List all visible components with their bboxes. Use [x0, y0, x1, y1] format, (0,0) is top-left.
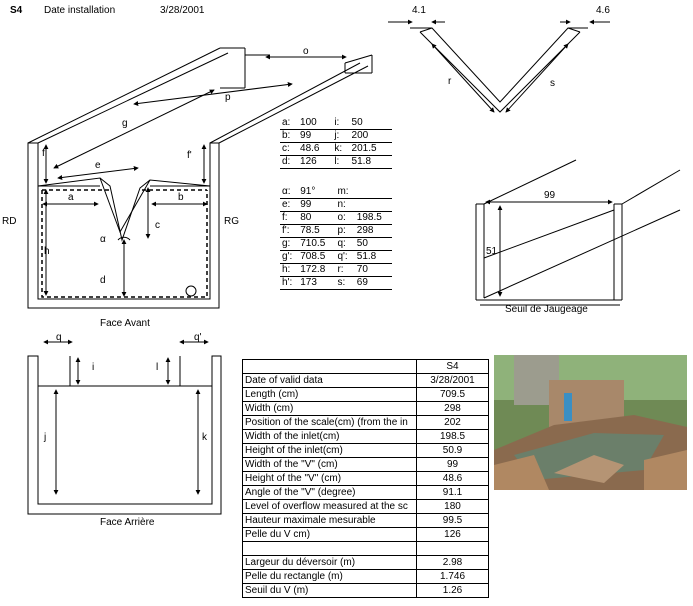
dim-value: 99 [298, 130, 332, 143]
row-label: Seuil du V (m) [243, 584, 417, 598]
dim-label: s: [335, 277, 354, 290]
row-label: Pelle du rectangle (m) [243, 570, 417, 584]
table-row [243, 556, 489, 570]
dim-value: 69 [355, 277, 392, 290]
dim-f2-label: f' [187, 150, 192, 161]
v-right-value: 4.6 [596, 5, 610, 16]
row-value: 50.9 [417, 444, 489, 458]
dimension-row [280, 212, 392, 225]
row-label: Width of the inlet(cm) [243, 430, 417, 444]
dimension-row [280, 130, 392, 143]
table-row [243, 542, 489, 556]
dimension-row [280, 117, 392, 130]
table-row [243, 374, 489, 388]
dim-value: 50 [355, 238, 392, 251]
dim-label: e: [280, 199, 298, 212]
row-value: 2.98 [417, 556, 489, 570]
table-row [243, 584, 489, 598]
dim-e-label: e [95, 160, 101, 171]
dim-label: h': [280, 277, 298, 290]
row-value: 202 [417, 416, 489, 430]
dim-value: 70 [355, 264, 392, 277]
back-view-caption: Face Arrière [100, 517, 155, 528]
site-code: S4 [10, 5, 23, 16]
table-row [243, 570, 489, 584]
dim-value: 200 [350, 130, 392, 143]
dim-value: 173 [298, 277, 335, 290]
dim-value: 48.6 [298, 143, 332, 156]
row-label: Date of valid data [243, 374, 417, 388]
dim-value: 198.5 [355, 212, 392, 225]
table-row [243, 500, 489, 514]
dim-q2-label: q' [194, 332, 202, 343]
table-row [243, 528, 489, 542]
row-value: 91.1 [417, 486, 489, 500]
weir-sill-drawing [476, 160, 680, 305]
row-value: 709.5 [417, 388, 489, 402]
dim-label: a: [280, 117, 298, 130]
installation-date: 3/28/2001 [160, 5, 205, 16]
row-value: 126 [417, 528, 489, 542]
dim-label: f': [280, 225, 298, 238]
dim-label: i: [332, 117, 349, 130]
row-label: Position of the scale(cm) (from the in [243, 416, 417, 430]
dim-label: j: [332, 130, 349, 143]
dim-label: q': [335, 251, 354, 264]
v-left-value: 4.1 [412, 5, 426, 16]
table-row [243, 430, 489, 444]
row-value: 99 [417, 458, 489, 472]
row-value: 48.6 [417, 472, 489, 486]
dimension-row [280, 264, 392, 277]
back-view-drawing [28, 342, 221, 514]
dimension-row [280, 186, 392, 199]
row-value: 298 [417, 402, 489, 416]
table-row [243, 444, 489, 458]
dim-label: n: [335, 199, 354, 212]
dim-label: q: [335, 238, 354, 251]
table-row [243, 458, 489, 472]
dim-label: h: [280, 264, 298, 277]
dim-value [355, 186, 392, 199]
row-value: 99.5 [417, 514, 489, 528]
dim-c-label: c [155, 220, 160, 231]
row-value: 198.5 [417, 430, 489, 444]
dim-value [355, 199, 392, 212]
dim-i-label: i [92, 362, 95, 373]
row-label: Largeur du déversoir (m) [243, 556, 417, 570]
dim-label: d: [280, 156, 298, 169]
row-value: 180 [417, 500, 489, 514]
dim-value: 126 [298, 156, 332, 169]
dimension-row [280, 156, 392, 169]
sill-height-label: 51 [486, 246, 498, 257]
dim-label: c: [280, 143, 298, 156]
table-header-row [243, 360, 489, 374]
row-label: Width of the "V" (cm) [243, 458, 417, 472]
row-label: Length (cm) [243, 388, 417, 402]
row-label [243, 542, 417, 556]
site-data-table [242, 359, 489, 598]
row-value: 1.746 [417, 570, 489, 584]
dim-value: 172.8 [298, 264, 335, 277]
side-label-right: RG [224, 216, 239, 227]
dim-label: b: [280, 130, 298, 143]
side-label-left: RD [2, 216, 17, 227]
dim-label: g: [280, 238, 298, 251]
row-label: Hauteur maximale mesurable [243, 514, 417, 528]
dim-value: 50 [350, 117, 392, 130]
dim-value: 298 [355, 225, 392, 238]
table-row [243, 514, 489, 528]
row-label: Level of overflow measured at the sc [243, 500, 417, 514]
site-photo [494, 355, 687, 490]
dim-b-label: b [178, 192, 184, 203]
dimension-row [280, 143, 392, 156]
dimension-row [280, 225, 392, 238]
dim-r-label: r [448, 76, 452, 87]
dim-value: 99 [298, 199, 335, 212]
dim-f-label: f [42, 148, 45, 159]
dim-label: p: [335, 225, 354, 238]
row-label: Height of the inlet(cm) [243, 444, 417, 458]
dim-value: 80 [298, 212, 335, 225]
dim-value: 51.8 [350, 156, 392, 169]
dim-value: 710.5 [298, 238, 335, 251]
dim-h-label: h [44, 246, 50, 257]
dim-s-label: s [550, 78, 555, 89]
dim-label: m: [335, 186, 354, 199]
dimension-row [280, 277, 392, 290]
dim-value: 51.8 [355, 251, 392, 264]
front-view-caption: Face Avant [100, 318, 150, 329]
dimension-row [280, 251, 392, 264]
dim-g-label: g [122, 118, 128, 129]
table-row [243, 472, 489, 486]
dim-o-label: o [303, 46, 309, 57]
row-label: Angle of the "V" (degree) [243, 486, 417, 500]
dim-label: o: [335, 212, 354, 225]
angle-alpha-label: α [100, 234, 106, 245]
row-value: 1.26 [417, 584, 489, 598]
dim-p-label: p [225, 92, 231, 103]
row-value: 3/28/2001 [417, 374, 489, 388]
dim-label: f: [280, 212, 298, 225]
row-label: Width (cm) [243, 402, 417, 416]
dimensions-table-1 [280, 117, 392, 169]
dim-value: 78.5 [298, 225, 335, 238]
dim-value: 100 [298, 117, 332, 130]
dim-label: r: [335, 264, 354, 277]
dimensions-table-2 [280, 186, 392, 290]
dim-label: g': [280, 251, 298, 264]
dimension-row [280, 199, 392, 212]
v-section-drawing [388, 22, 610, 112]
dimension-row [280, 238, 392, 251]
dim-j-label: j [44, 432, 47, 443]
table-header-site: S4 [417, 360, 489, 374]
dim-a-label: a [68, 192, 74, 203]
dim-label: l: [332, 156, 349, 169]
dim-value: 201.5 [350, 143, 392, 156]
table-row [243, 388, 489, 402]
row-value [417, 542, 489, 556]
installation-label: Date installation [44, 5, 116, 16]
dim-label: k: [332, 143, 349, 156]
dim-d-label: d [100, 275, 106, 286]
weir-sill-caption: Seuil de Jaugeage [505, 304, 588, 315]
sill-width-label: 99 [544, 190, 556, 201]
table-row [243, 486, 489, 500]
table-row [243, 402, 489, 416]
dim-label: α: [280, 186, 298, 199]
dim-value: 91° [298, 186, 335, 199]
row-label: Pelle du V cm) [243, 528, 417, 542]
dim-k-label: k [202, 432, 207, 443]
table-row [243, 416, 489, 430]
dim-value: 708.5 [298, 251, 335, 264]
dim-l-label: l [156, 362, 159, 373]
dim-q-label: q [56, 332, 62, 343]
row-label: Height of the "V" (cm) [243, 472, 417, 486]
